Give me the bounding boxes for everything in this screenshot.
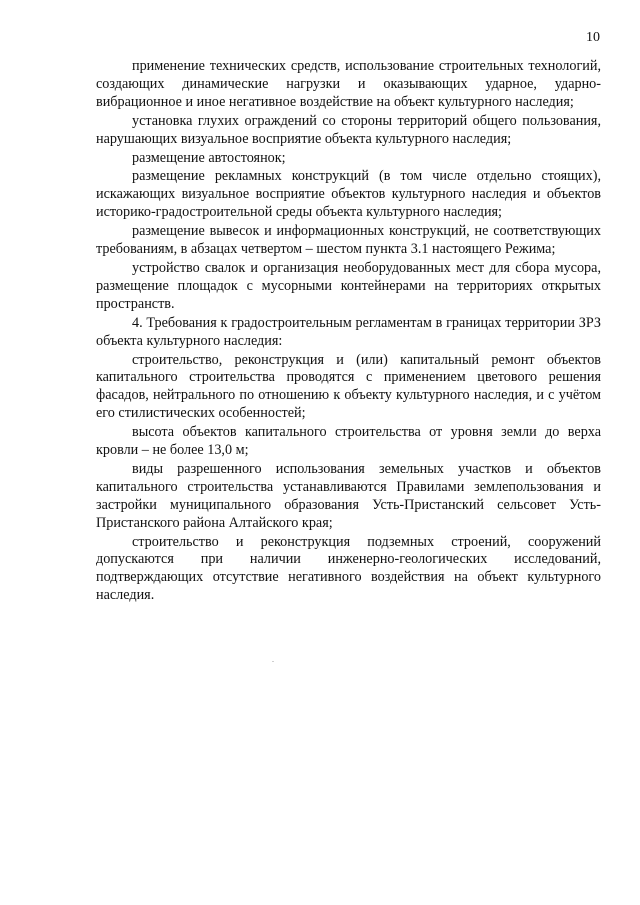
paragraph-construction-colors: строительство, реконструкция и (или) капитальный ремонт объектов капитального строительства проводятся с применением цветового решения фасадов, нейтрального по отношению к объекту культурного наследия, и с учётом его стилистических особенностей; (96, 351, 601, 422)
paragraph-solid-fences: установка глухих ограждений со стороны территорий общего пользования, нарушающих визуальное восприятие объекта культурного наследия; (96, 112, 601, 147)
scan-mark (272, 661, 274, 662)
paragraph-advertising: размещение рекламных конструкций (в том числе отдельно стоящих), искажающих визуальное восприятие объектов культурного наследия и объектов историко-градостроительной среды объекта культурного наследия; (96, 168, 601, 221)
document-body (96, 58, 601, 606)
page-number: 10 (586, 30, 600, 45)
paragraph-technical-means: применение технических средств, использование строительных технологий, создающих динамические нагрузки и оказывающих ударное, ударно-вибрационное и иное негативное воздействие на объект культурного наследия; (96, 58, 601, 110)
paragraph-parking: размещение автостоянок; (132, 149, 286, 166)
paragraph-underground-structures: строительство и реконструкция подземных строений, сооружений допускаются при наличии инженерно-геологических исследований, подтверждающих отсутствие негативного воздействия на объект культурного наследия. (96, 533, 601, 604)
paragraph-height-limit: высота объектов капитального строительства от уровня земли до верха кровли – не более 13,0 м; (96, 424, 601, 459)
paragraph-waste: устройство свалок и организация необорудованных мест для сбора мусора, размещение площадок с мусорными контейнерами на территориях открытых пространств. (96, 259, 601, 312)
paragraph-permitted-use: виды разрешенного использования земельных участков и объектов капитального строительства устанавливаются Правилами землепользования и застройки муниципального образования Усть-Пристанский сельсовет Усть-Пристанского района Алтайского края; (96, 460, 601, 531)
paragraph-section-4-heading: 4. Требования к градостроительным регламентам в границах территории ЗРЗ объекта культурного наследия: (96, 314, 601, 349)
paragraph-signs: размещение вывесок и информационных конструкций, не соответствующих требованиям, в абзацах четвертом – шестом пункта 3.1 настоящего Режима; (96, 223, 601, 258)
